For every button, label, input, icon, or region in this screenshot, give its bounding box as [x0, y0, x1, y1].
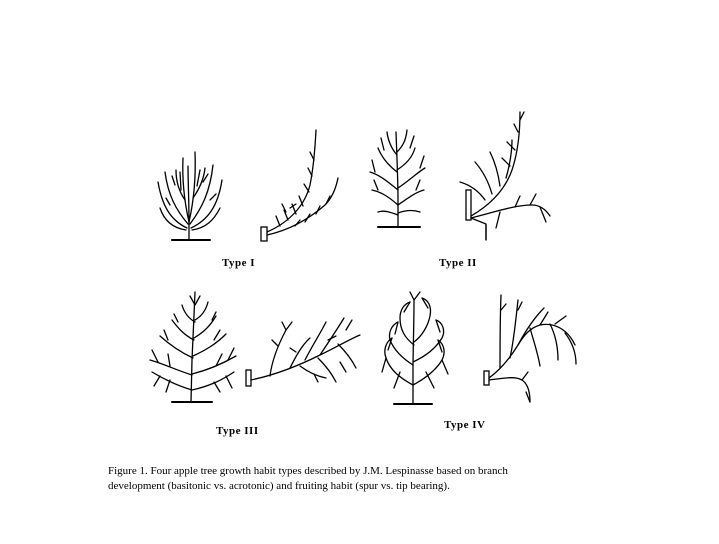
type-3-tree-drawing	[150, 292, 236, 402]
type-3-branch-drawing	[246, 318, 360, 386]
figure-caption	[108, 464, 578, 494]
type-4-label: Type IV	[444, 419, 486, 431]
type-2-tree-drawing	[370, 130, 425, 227]
type-3-label: Type III	[216, 425, 259, 437]
type-1-tree-drawing	[158, 152, 222, 240]
type-1-branch-drawing	[261, 130, 338, 241]
type-4-tree-drawing	[382, 292, 448, 404]
type-1-label: Type I	[222, 257, 256, 269]
type-4-branch-drawing	[484, 295, 576, 402]
caption-line-1: Figure 1. Four apple tree growth habit types described by J.M. Lespinasse based on branch	[108, 465, 508, 477]
type-2-branch-drawing	[460, 112, 550, 240]
caption-line-2: development (basitonic vs. acrotonic) and fruiting habit (spur vs. tip bearing).	[108, 480, 450, 492]
type-2-label: Type II	[439, 257, 477, 269]
